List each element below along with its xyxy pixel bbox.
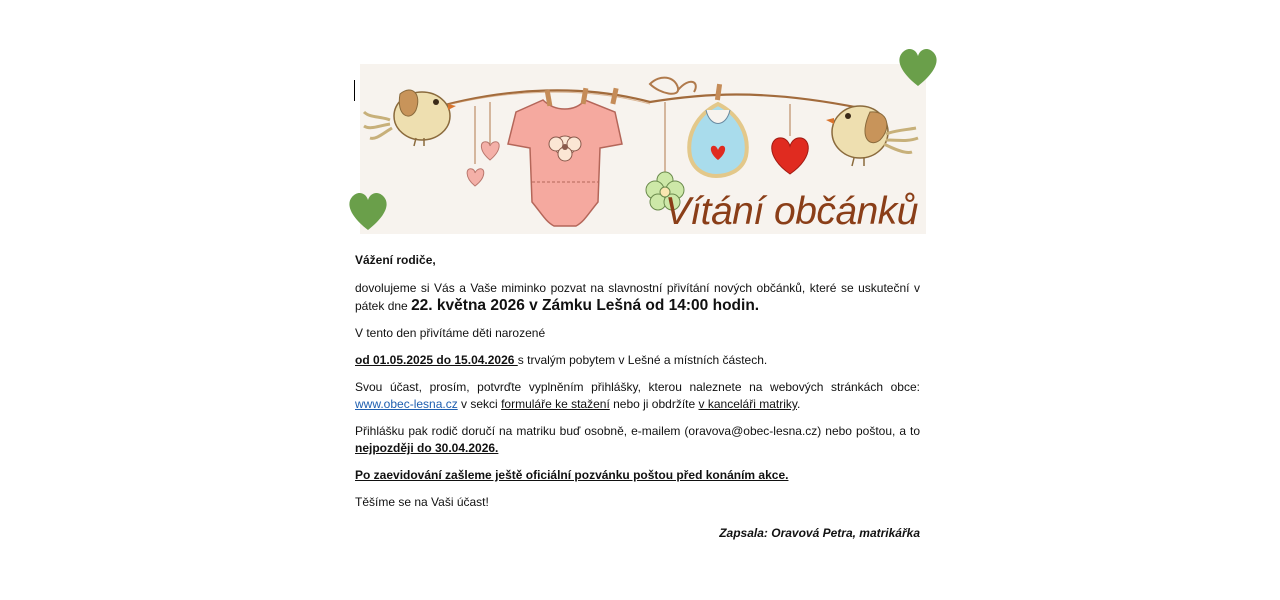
confirm-text: Svou účast, prosím, potvrďte vyplněním přihlášky, kterou naleznete na webových stránkách obce: bbox=[355, 380, 920, 394]
born-intro: V tento den přivítáme děti narozené bbox=[355, 326, 546, 340]
invite-paragraph bbox=[355, 280, 920, 315]
letter-body bbox=[355, 252, 920, 552]
delivery-paragraph bbox=[355, 423, 920, 457]
closing: Těšíme se na Vaši účast! bbox=[355, 495, 489, 509]
left-bird-icon bbox=[364, 90, 456, 146]
blue-bib-icon bbox=[689, 84, 747, 176]
green-heart-icon-bottom-left bbox=[346, 190, 390, 232]
red-heart-icon bbox=[772, 104, 809, 174]
forms-section-link[interactable]: formuláře ke stažení bbox=[501, 397, 610, 411]
banner-title: Vítání občánků bbox=[664, 190, 918, 233]
event-details: 22. května 2026 v Zámku Lešná od 14:00 hodin. bbox=[411, 297, 760, 314]
website-link[interactable]: www.obec-lesna.cz bbox=[355, 397, 458, 411]
greeting: Vážení rodiče, bbox=[355, 253, 436, 267]
official-invite-note: Po zaevidování zašleme ještě oficiální pozvánku poštou před konáním akce. bbox=[355, 468, 789, 482]
confirm-paragraph bbox=[355, 379, 920, 413]
office-text: v kanceláři matriky bbox=[698, 397, 797, 411]
delivery-text: Přihlášku pak rodič doručí na matriku buď osobně, e-mailem (oravova@obec-lesna.cz) nebo poštou, a to bbox=[355, 424, 920, 438]
invite-text: dovolujeme si Vás a Vaše miminko pozvat na slavnostní přivítání nových občánků, které se uskuteční v pátek dne bbox=[355, 281, 920, 313]
right-bird-icon bbox=[826, 106, 918, 166]
text-cursor bbox=[354, 80, 355, 101]
pink-bodysuit-icon bbox=[508, 88, 622, 226]
hanging-pink-hearts bbox=[467, 102, 499, 186]
deadline: nejpozději do 30.04.2026. bbox=[355, 441, 499, 455]
date-range-paragraph bbox=[355, 352, 920, 369]
signature: Zapsala: Oravová Petra, matrikářka bbox=[719, 526, 920, 540]
green-heart-icon-top-right bbox=[896, 46, 940, 88]
or-text: nebo ji obdržíte bbox=[609, 397, 699, 411]
banner-image bbox=[360, 64, 926, 234]
residence-text: s trvalým pobytem v Lešné a místních částech. bbox=[517, 353, 768, 367]
period: . bbox=[796, 397, 801, 411]
date-range: od 01.05.2025 do 15.04.2026 bbox=[355, 353, 518, 367]
section-prefix: v sekci bbox=[457, 397, 502, 411]
